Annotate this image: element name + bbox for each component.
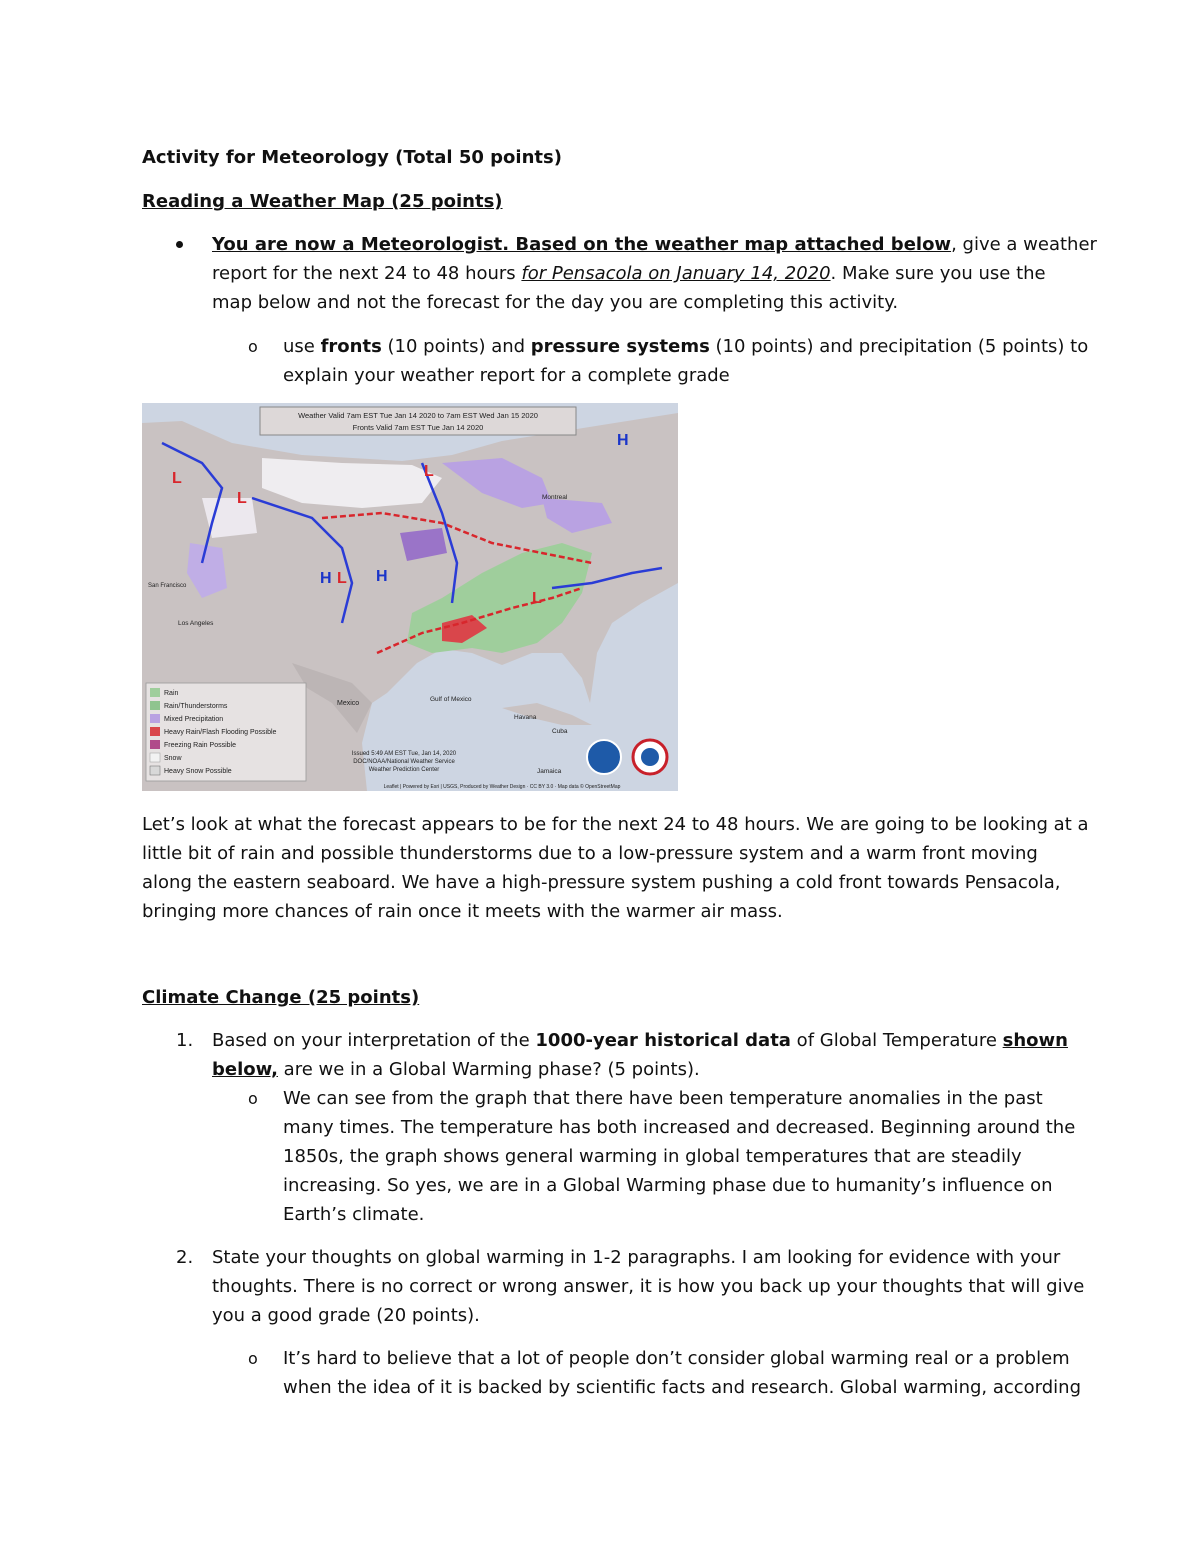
svg-text:Rain/Thunderstorms: Rain/Thunderstorms — [164, 703, 228, 710]
map-attribution: Leaflet | Powered by Esri | USGS, Produced by Weather Design · CC BY 3.0 · Map data © OpenStreetMap — [383, 784, 621, 790]
map-header-1: Weather Valid 7am EST Tue Jan 14 2020 to 7am EST Wed Jan 15 2020 — [298, 411, 538, 420]
place-label: Jamaica — [537, 768, 562, 775]
svg-text:Freezing Rain Possible: Freezing Rain Possible — [164, 742, 236, 749]
place-label: Cuba — [552, 728, 568, 735]
place-label: Montreal — [542, 494, 568, 501]
question-number: 1. — [176, 1030, 194, 1051]
q2-line-1: State your thoughts on global warming in 1-2 paragraphs. I am looking for evidence with your — [212, 1247, 1061, 1268]
q2-answer-line-2: when the idea of it is backed by scientific facts and research. Global warming, according — [283, 1377, 1082, 1398]
place-label: Los Angeles — [178, 620, 214, 627]
q2-line-2: thoughts. There is no correct or wrong answer, it is how you back up your thoughts that will give — [212, 1276, 1085, 1297]
q1-answer-line-4: increasing. So yes, we are in a Global Warming phase due to humanity’s influence on — [283, 1175, 1053, 1196]
map-footer-1: Issued 5:49 AM EST Tue, Jan 14, 2020 — [351, 751, 457, 757]
weather-map-graphic — [142, 403, 678, 791]
bullet-line-2: report for the next 24 to 48 hours for Pensacola on January 14, 2020. Make sure you use the — [212, 263, 1046, 284]
section-heading-weather-map: Reading a Weather Map (25 points) — [142, 191, 503, 212]
section-heading-climate-change: Climate Change (25 points) — [142, 987, 420, 1008]
low-pressure-label: L — [237, 490, 247, 507]
place-label: San Francisco — [148, 583, 187, 589]
low-pressure-label: L — [172, 470, 182, 487]
place-label: Mexico — [337, 700, 360, 707]
high-pressure-label: H — [320, 570, 332, 587]
high-pressure-label: H — [617, 432, 629, 449]
high-pressure-label: H — [376, 568, 388, 585]
map-answer-line-2: little bit of rain and possible thunderstorms due to a low-pressure system and a warm front moving — [142, 843, 1038, 864]
noaa-logo — [587, 740, 621, 774]
bullet-icon — [176, 241, 183, 248]
q1-answer-line-3: 1850s, the graph shows general warming in global temperatures that are steadily — [283, 1146, 1022, 1167]
bullet-line-1: You are now a Meteorologist. Based on the weather map attached below, give a weather — [212, 234, 1097, 255]
map-footer-3: Weather Prediction Center — [368, 767, 440, 773]
pensacola-date: for Pensacola on January 14, 2020 — [521, 263, 831, 284]
svg-text:Heavy Rain/Flash Flooding Poss: Heavy Rain/Flash Flooding Possible — [164, 729, 277, 736]
question-number: 2. — [176, 1247, 194, 1268]
low-pressure-label: L — [424, 463, 434, 480]
sub-bullet-marker: o — [248, 337, 258, 356]
bullet-line-3: map below and not the forecast for the day you are completing this activity. — [212, 292, 899, 313]
q1-line-2: below, are we in a Global Warming phase? (5 points). — [212, 1059, 700, 1080]
q1-answer-line-1: We can see from the graph that there have been temperature anomalies in the past — [283, 1088, 1043, 1109]
q1-line-1: Based on your interpretation of the 1000-year historical data of Global Temperature shown — [212, 1030, 1068, 1051]
sub-bullet-marker: o — [248, 1089, 258, 1108]
bullet-lead: You are now a Meteorologist. Based on the weather map attached below — [212, 234, 952, 255]
place-label: Gulf of Mexico — [430, 696, 472, 703]
q2-answer-line-1: It’s hard to believe that a lot of people don’t consider global warming real or a problem — [283, 1348, 1070, 1369]
svg-text:Heavy Snow Possible: Heavy Snow Possible — [164, 768, 232, 775]
map-answer-line-3: along the eastern seaboard. We have a high-pressure system pushing a cold front towards Pensacola, — [142, 872, 1061, 893]
svg-text:Snow: Snow — [164, 755, 182, 762]
map-header-2: Fronts Valid 7am EST Tue Jan 14 2020 — [352, 423, 484, 432]
svg-text:Mixed Precipitation: Mixed Precipitation — [164, 716, 224, 723]
document-title: Activity for Meteorology (Total 50 points) — [142, 147, 562, 168]
low-pressure-label: L — [337, 570, 347, 587]
weather-map — [142, 403, 678, 791]
sub-bullet-marker: o — [248, 1349, 258, 1368]
place-label: Havana — [514, 714, 537, 721]
q1-answer-line-2: many times. The temperature has both increased and decreased. Beginning around the — [283, 1117, 1076, 1138]
q1-answer-line-5: Earth’s climate. — [283, 1204, 425, 1225]
sub-bullet-line-2: explain your weather report for a complete grade — [283, 365, 730, 386]
q2-line-3: you a good grade (20 points). — [212, 1305, 480, 1326]
map-answer-line-1: Let’s look at what the forecast appears to be for the next 24 to 48 hours. We are going to be looking at a — [142, 814, 1089, 835]
map-footer-2: DOC/NOAA/National Weather Service — [353, 759, 455, 765]
svg-text:Rain: Rain — [164, 690, 179, 697]
sub-bullet-line-1: use fronts (10 points) and pressure systems (10 points) and precipitation (5 points) to — [283, 336, 1089, 357]
map-answer-line-4: bringing more chances of rain once it meets with the warmer air mass. — [142, 901, 783, 922]
low-pressure-label: L — [532, 590, 542, 607]
